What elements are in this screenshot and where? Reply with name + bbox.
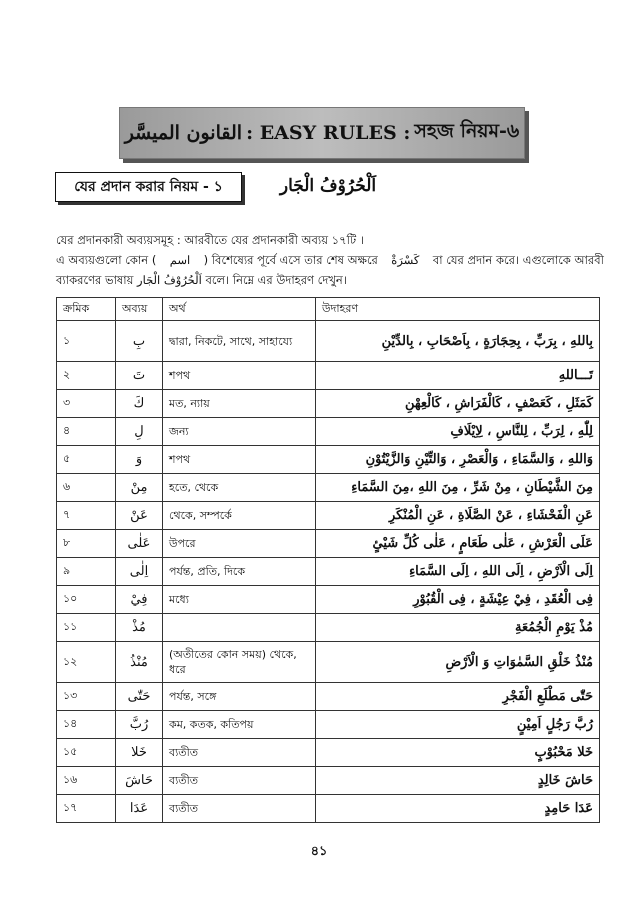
title-banner: [119, 107, 525, 159]
cell-serial: ৮: [57, 530, 116, 558]
table-row: [57, 362, 600, 390]
table-row: [57, 739, 600, 767]
cell-meaning: মধ্যে: [163, 586, 316, 614]
banner-english-title: : EASY RULES :: [246, 122, 411, 144]
cell-example: مِنَ الشَّيْطَانِ ، مِنْ شَرِّ ، مِنَ اللهِ ،مِنَ السَّمَاءِ: [316, 474, 600, 502]
cell-harf: خَلا: [116, 739, 163, 767]
intro-line-3-start: ব্যাকরণের ভাষায়: [56, 273, 134, 287]
cell-meaning: (অতীতের কোন সময়) থেকে, ধরে: [163, 642, 316, 683]
cell-harf: عَدَا: [116, 795, 163, 823]
cell-meaning: ব্যতীত: [163, 767, 316, 795]
table-row: [57, 711, 600, 739]
cell-serial: ৭: [57, 502, 116, 530]
cell-meaning: মত, ন্যায়: [163, 390, 316, 418]
cell-serial: ৬: [57, 474, 116, 502]
intro-line-2-start: এ অব্যয়গুলো কোন (: [56, 253, 157, 267]
header-meaning: অর্থ: [163, 298, 316, 321]
table-row: [57, 418, 600, 446]
cell-serial: ২: [57, 362, 116, 390]
table-row: [57, 474, 600, 502]
cell-harf: لِ: [116, 418, 163, 446]
cell-example: عَلَى الْعَرْشِ ، عَلٰى طَعَامٍ ، عَلٰى كُلِّ شَيْئٍ: [316, 530, 600, 558]
cell-example: فِى الْعُقَدِ ، فِيْ عِيْشَةٍ ، فِى الْقُبُوْرِ: [316, 586, 600, 614]
table-row: [57, 614, 600, 642]
header-particle: অব্যয়: [116, 298, 163, 321]
cell-example: كَمَثَلِ ، كَعَصْفٍ ، كَالْفَرَاشِ ، كَالْعِهْنِ: [316, 390, 600, 418]
cell-example: عَنِ الْفَحْشَاءِ ، عَنْ الصَّلَاةِ ، عَنِ الْمُنْكَرِ: [316, 502, 600, 530]
jar-particles-table: [56, 297, 600, 823]
cell-serial: ৩: [57, 390, 116, 418]
cell-serial: ১৩: [57, 683, 116, 711]
cell-example: حَتّٰى مَطْلَعِ الْفَجْرِ: [316, 683, 600, 711]
intro-line-3: [56, 270, 604, 290]
cell-harf: رُبَّ: [116, 711, 163, 739]
cell-harf: عَنْ: [116, 502, 163, 530]
cell-serial: ১৭: [57, 795, 116, 823]
table-row: [57, 767, 600, 795]
cell-example: حَاشَ خَالِدٍ: [316, 767, 600, 795]
cell-harf: حَتّٰى: [116, 683, 163, 711]
table-row: [57, 558, 600, 586]
cell-serial: ৫: [57, 446, 116, 474]
cell-example: مُذْ يَوْمِ الْجُمُعَةِ: [316, 614, 600, 642]
cell-serial: ১৬: [57, 767, 116, 795]
table-row: [57, 642, 600, 683]
intro-line-2-kasra: كَسْرَةْ: [391, 253, 420, 267]
cell-serial: ৯: [57, 558, 116, 586]
intro-line-3-end: বলে। নিম্নে এর উদাহরণ দেখুন।: [205, 273, 347, 287]
cell-serial: ১২: [57, 642, 116, 683]
intro-line-2: [56, 250, 604, 270]
cell-meaning: পর্যন্ত, প্রতি, দিকে: [163, 558, 316, 586]
table-row: [57, 683, 600, 711]
intro-paragraph: [56, 230, 604, 290]
cell-serial: ৪: [57, 418, 116, 446]
table-row: [57, 446, 600, 474]
intro-line-1: যের প্রদানকারী অব্যয়সমূহ : আরবীতে যের প্রদানকারী অব্যয় ১৭টি ।: [56, 233, 364, 247]
banner-arabic-title: القانون الميسَّر: [124, 122, 243, 144]
cell-serial: ১০: [57, 586, 116, 614]
cell-meaning: শপথ: [163, 362, 316, 390]
cell-meaning: [163, 614, 316, 642]
cell-example: بِاللهِ ، بِرَبِّ ، بِحِجَارَةٍ ، بِاَصْحَابِ ، بِالدِّيْنِ: [316, 321, 600, 362]
cell-example: مُنْذُ خَلْقِ السَّمٰوَاتِ وَ الْاَرْضِ: [316, 642, 600, 683]
cell-serial: ১৫: [57, 739, 116, 767]
table-row: [57, 586, 600, 614]
table-row: [57, 530, 600, 558]
cell-harf: بِ: [116, 321, 163, 362]
page-number: ৪১: [310, 844, 328, 859]
cell-example: وَاللهِ ، وَالسَّمَاءِ ، وَالْعَصْرِ ، وَالتِّيْنِ وَالزَّيْتُوْنِ: [316, 446, 600, 474]
cell-serial: ১৪: [57, 711, 116, 739]
rule-subtitle-arabic: اَلْحُرُوْفُ الْجَار: [279, 176, 377, 196]
cell-harf: مُذْ: [116, 614, 163, 642]
cell-example: لِلّٰهِ ، لِرَبِّ ، لِلنَّاسِ ، لِاِيْلَافِ: [316, 418, 600, 446]
cell-meaning: ব্যতীত: [163, 739, 316, 767]
banner-bengali-title: সহজ নিয়ম-৬: [414, 120, 520, 142]
cell-meaning: শপথ: [163, 446, 316, 474]
intro-line-2-end: বা যের প্রদান করে। এগুলোকে আরবী: [432, 253, 604, 267]
cell-example: تَـــاللهِ: [316, 362, 600, 390]
table-row: [57, 502, 600, 530]
cell-serial: ১: [57, 321, 116, 362]
cell-harf: فِيْ: [116, 586, 163, 614]
cell-harf: مِنْ: [116, 474, 163, 502]
cell-meaning: দ্বারা, নিকটে, সাথে, সাহায্যে: [163, 321, 316, 362]
table-header-row: [57, 298, 600, 321]
cell-example: رُبَّ رَجُلٍ اَمِيْنٍ: [316, 711, 600, 739]
cell-harf: وَ: [116, 446, 163, 474]
cell-harf: حَاشَ: [116, 767, 163, 795]
cell-harf: عَلٰى: [116, 530, 163, 558]
cell-harf: كَ: [116, 390, 163, 418]
cell-serial: ১১: [57, 614, 116, 642]
cell-harf: تَ: [116, 362, 163, 390]
cell-harf: اِلٰى: [116, 558, 163, 586]
rule-subtitle-box: যের প্রদান করার নিয়ম - ১: [55, 172, 242, 202]
intro-line-2-arabic: اسم: [169, 253, 191, 267]
intro-line-2-middle: ) বিশেষ্যের পূর্বে এসে তার শেষ অক্ষরে: [203, 253, 378, 267]
cell-meaning: হতে, থেকে: [163, 474, 316, 502]
cell-meaning: উপরে: [163, 530, 316, 558]
table-row: [57, 795, 600, 823]
cell-meaning: পর্যন্ত, সঙ্গে: [163, 683, 316, 711]
table-row: [57, 390, 600, 418]
cell-meaning: কম, কতক, কতিপয়: [163, 711, 316, 739]
cell-meaning: থেকে, সম্পর্কে: [163, 502, 316, 530]
cell-example: اِلَى الْاَرْضِ ، اِلَى اللهِ ، اِلَى السَّمَاءِ: [316, 558, 600, 586]
table-row: [57, 321, 600, 362]
header-serial: ক্রমিক: [57, 298, 116, 321]
header-example: উদাহরণ: [316, 298, 600, 321]
cell-example: خَلا مَحْبُوْبٍ: [316, 739, 600, 767]
cell-meaning: জন্য: [163, 418, 316, 446]
cell-example: عَدَا حَامِدٍ: [316, 795, 600, 823]
cell-meaning: ব্যতীত: [163, 795, 316, 823]
intro-line-3-arabic: اَلْحُرُوْفُ الْجَار: [137, 273, 202, 287]
cell-harf: مُنْذُ: [116, 642, 163, 683]
